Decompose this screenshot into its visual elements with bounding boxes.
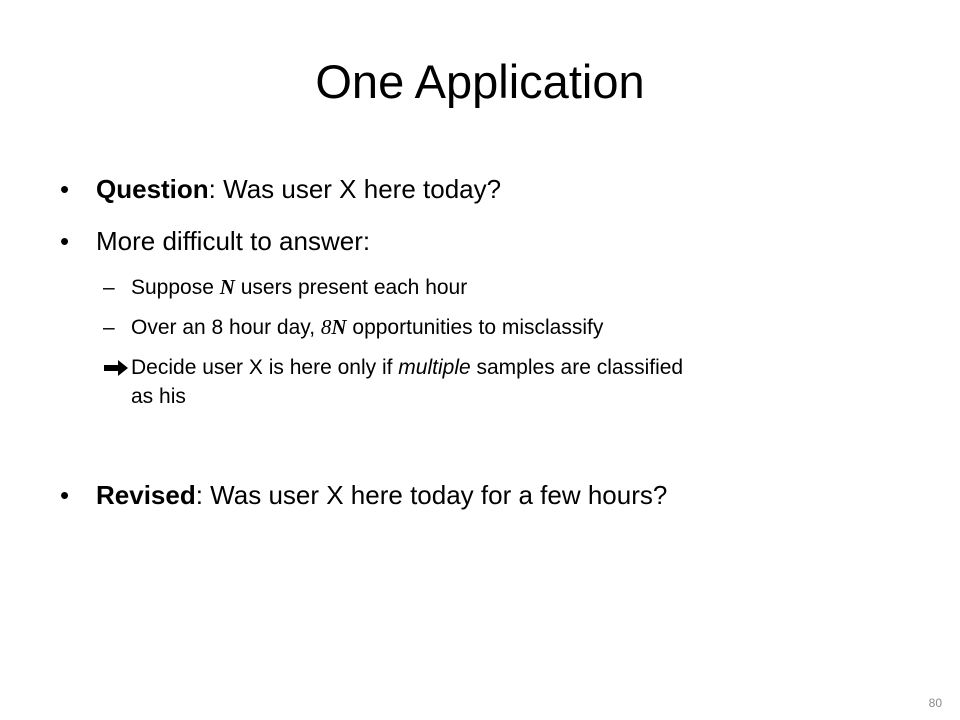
sub-suppose-pre: Suppose <box>131 276 220 299</box>
bullet-dot: • <box>60 226 70 256</box>
bullet-more-difficult: More difficult to answer: <box>96 226 371 256</box>
bullet-dot: • <box>60 174 70 204</box>
sub-suppose-post: users present each hour <box>234 276 468 299</box>
sub-decide-emphasis: multiple <box>398 356 471 379</box>
bullet-revised-label: Revised <box>96 480 196 510</box>
right-arrow-icon <box>103 358 131 384</box>
bullet-question-label: Question <box>96 174 209 204</box>
sub-dash: – <box>103 316 115 339</box>
sub-decide-continuation: as his <box>131 385 186 408</box>
expr-eight: 8 <box>320 315 332 339</box>
sub-dash: – <box>103 276 115 299</box>
sub-over-day <box>131 315 603 340</box>
bullet-revised <box>96 480 667 511</box>
sub-decide-post: samples are classified <box>470 356 684 379</box>
bullet-question-text: : Was user X here today? <box>208 174 502 204</box>
slide-title: One Application <box>315 55 645 108</box>
bullet-question <box>96 174 501 205</box>
page-number: 80 <box>928 696 942 710</box>
sub-decide-pre: Decide user X is here only if <box>131 356 399 379</box>
sub-over-day-pre: Over an 8 hour day, <box>131 316 321 339</box>
variable-n: N <box>219 275 235 299</box>
sub-over-day-post: opportunities to misclassify <box>346 316 604 339</box>
sub-suppose <box>131 275 467 300</box>
sub-decide <box>103 355 863 384</box>
variable-n: N <box>331 315 347 339</box>
bullet-revised-text: : Was user X here today for a few hours? <box>195 480 668 510</box>
bullet-dot: • <box>60 480 70 510</box>
